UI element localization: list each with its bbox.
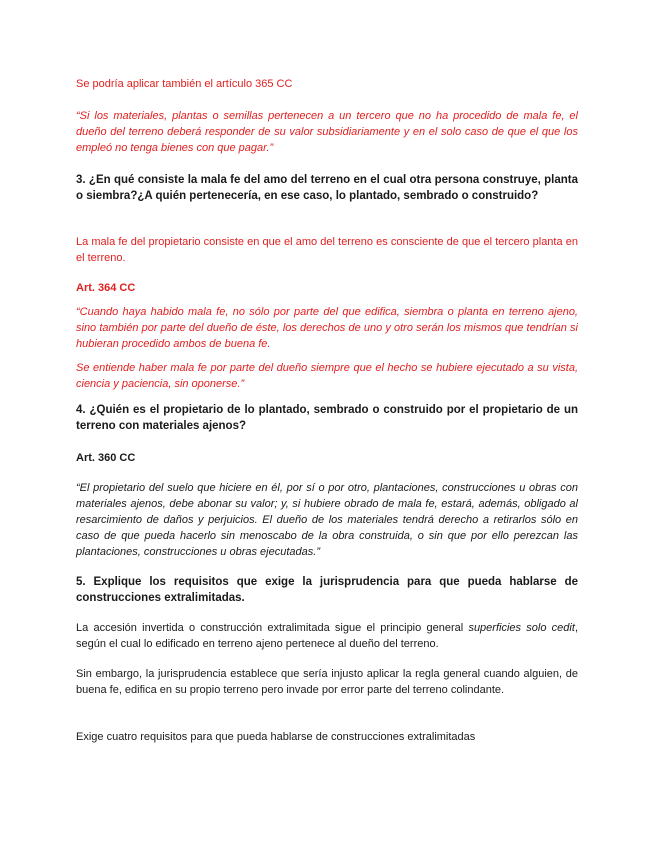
answer-5-text-end: , según el cual lo edificado en terreno ajeno pertenece al dueño del terreno. bbox=[76, 622, 578, 650]
answer-5-paragraph-3: Exige cuatro requisitos para que pueda hablarse de construcciones extralimitadas bbox=[76, 731, 476, 743]
answer-3: La mala fe del propietario consiste en que el amo del terreno es consciente de que el tercero planta en el terreno. bbox=[76, 236, 578, 264]
quote-article-360: “El propietario del suelo que hiciere en él, por sí o por otro, plantaciones, construcciones u obras con materiales ajenos, debe abonar su valor; y, si hubiere obrado de mala fe, estará, además, obligado al resarcimiento de daños y perjuicios. El dueño de los materiales tendrá derecho a retirarlos sólo en caso de que pueda hacerlo sin menoscabo de la obra construida, o sin que por ello perezcan las plantaciones, construcciones u obras ejecutadas.” bbox=[76, 482, 578, 558]
answer-5-paragraph-2: Sin embargo, la jurisprudencia establece que sería injusto aplicar la regla general cuando alguien, de buena fe, edifica en su propio terreno pero invade por error parte del terreno colindante. bbox=[76, 668, 578, 696]
heading-art-364: Art. 364 CC bbox=[76, 282, 136, 294]
quote-article-364-part1: “Cuando haya habido mala fe, no sólo por parte del que edifica, siembra o planta en terreno ajeno, sino también por parte del dueño de éste, los derechos de uno y otro serán los mismos que tendrían si hubieran procedido ambos de buena fe. bbox=[76, 306, 578, 350]
question-4: 4. ¿Quién es el propietario de lo plantado, sembrado o construido por el propietario de un terreno con materiales ajenos? bbox=[76, 404, 578, 432]
quote-article-365: “Si los materiales, plantas o semillas pertenecen a un tercero que no ha procedido de mala fe, el dueño del terreno deberá responder de su valor subsidiariamente y en el solo caso de que el que los empleó no tenga bienes con que pagar.” bbox=[76, 110, 578, 154]
question-5: 5. Explique los requisitos que exige la jurisprudencia para que pueda hablarse de construcciones extralimitadas. bbox=[76, 576, 578, 604]
answer-5-paragraph-1 bbox=[76, 620, 578, 652]
heading-art-360: Art. 360 CC bbox=[76, 452, 136, 464]
quote-article-364-part2: Se entiende haber mala fe por parte del dueño siempre que el hecho se hubiere ejecutado a su vista, ciencia y paciencia, sin oponerse.” bbox=[76, 362, 578, 390]
answer-5-text-start: La accesión invertida o construcción extralimitada sigue el principio general bbox=[76, 622, 469, 634]
paragraph-article-365-intro: Se podría aplicar también el artículo 365 CC bbox=[76, 78, 293, 90]
question-3: 3. ¿En qué consiste la mala fe del amo del terreno en el cual otra persona construye, planta o siembra?¿A quién pertenecería, en ese caso, lo plantado, sembrado o construido? bbox=[76, 174, 578, 202]
latin-principle: superficies solo cedit bbox=[468, 622, 575, 634]
